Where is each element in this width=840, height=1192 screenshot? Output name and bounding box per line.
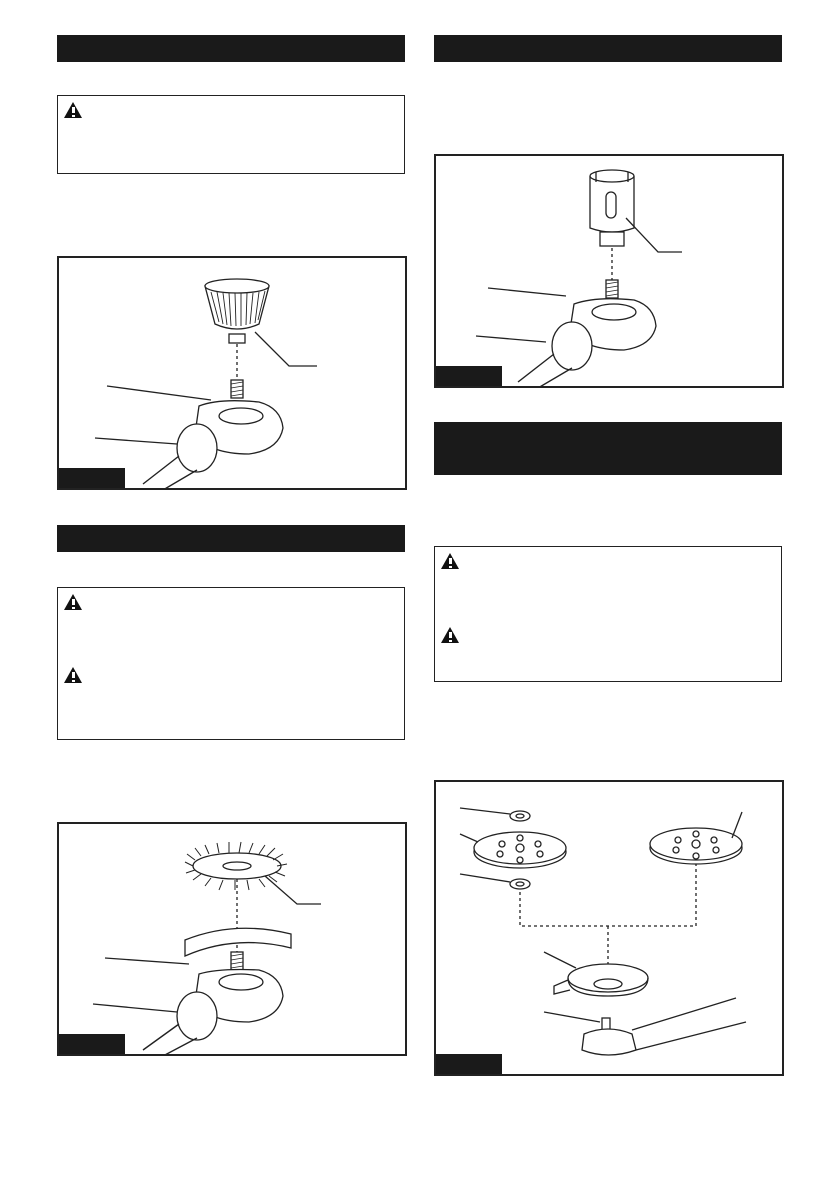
warning-triangle-icon <box>64 667 82 683</box>
figure-tag <box>436 1054 502 1074</box>
warning-triangle-icon <box>64 594 82 610</box>
section-header-hole-cutter <box>434 35 782 62</box>
warning-box <box>434 546 782 682</box>
hole-cutter-illustration <box>436 156 782 386</box>
warning-box <box>57 95 405 174</box>
section-header-abrasive-cut-off-wheel <box>434 422 782 475</box>
wire-wheel-brush-illustration <box>59 824 405 1054</box>
figure-wire-wheel-brush <box>57 822 407 1056</box>
warning-triangle-icon <box>441 627 459 643</box>
figure-tag <box>59 1034 125 1054</box>
wire-cup-brush-illustration <box>59 258 405 488</box>
warning-box <box>57 587 405 740</box>
section-header-wire-cup-brush <box>57 35 405 62</box>
warning-triangle-icon <box>64 102 82 118</box>
figure-hole-cutter <box>434 154 784 388</box>
figure-abrasive-cut-off-wheel <box>434 780 784 1076</box>
warning-triangle-icon <box>441 553 459 569</box>
section-header-wire-wheel-brush <box>57 525 405 552</box>
figure-tag <box>436 366 502 386</box>
figure-wire-cup-brush <box>57 256 407 490</box>
figure-tag <box>59 468 125 488</box>
abrasive-wheel-illustration <box>436 782 782 1074</box>
